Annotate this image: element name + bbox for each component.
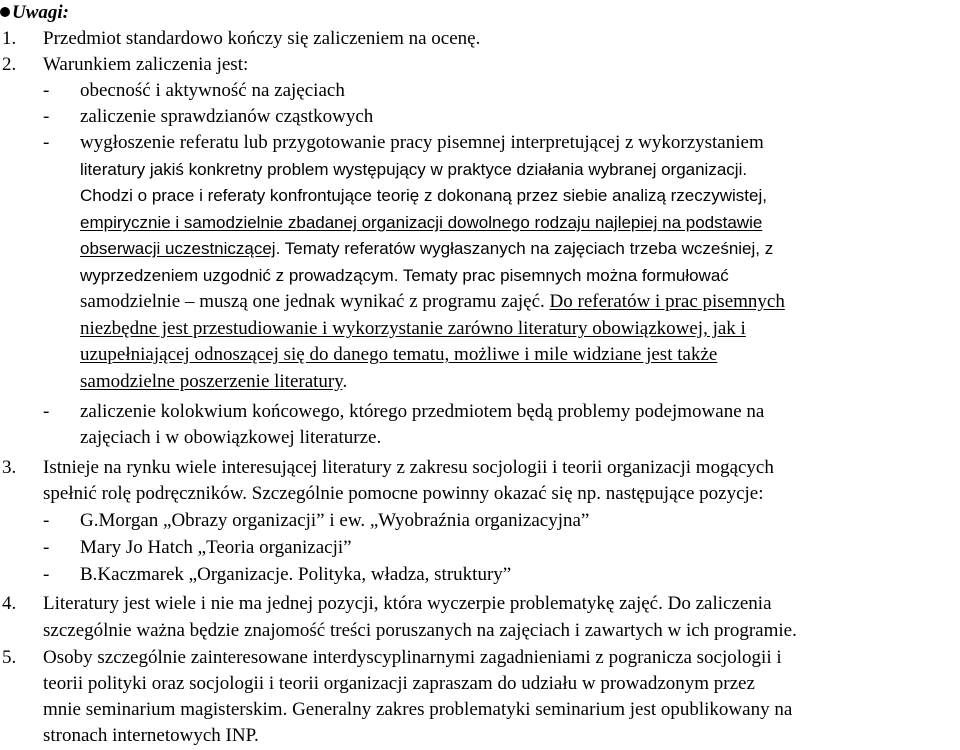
book-entry: G.Morgan „Obrazy organizacji” i ew. „Wyobraźnia organizacyjna” — [80, 510, 590, 531]
requirement-text-line — [80, 236, 773, 262]
requirement-text-line: wygłoszenie referatu lub przygotowanie pracy pisemnej interpretującej z wykorzystaniem — [80, 132, 764, 153]
requirement-text-line — [80, 369, 347, 395]
item-text-line: teorii polityki oraz socjologii i teorii organizacji zapraszam do udziału w prowadzonym przez — [43, 673, 755, 694]
dash-marker: - — [43, 401, 50, 422]
item-text-line: szczególnie ważna będzie znajomość treści poruszanych na zajęciach i zawartych w ich programie. — [43, 620, 797, 641]
item-text-line: Istnieje na rynku wiele interesującej literatury z zakresu socjologii i teorii organizacji mogących — [43, 457, 774, 478]
item-text-line: Literatury jest wiele i nie ma jednej pozycji, która wyczerpie problematykę zajęć. Do zaliczenia — [43, 593, 772, 614]
dash-marker: - — [43, 510, 50, 531]
requirement-text-line: wyprzedzeniem uzgodnić z prowadzącym. Tematy prac pisemnych można formułować — [80, 266, 729, 285]
requirement-text: obecność i aktywność na zajęciach — [80, 80, 345, 101]
requirement-text-line: literatury jakiś konkretny problem występujący w praktyce działania wybranej organizacji. — [80, 160, 748, 179]
item-text-line: stronach internetowych INP. — [43, 725, 259, 746]
item-number: 5. — [2, 647, 17, 668]
dash-marker: - — [43, 80, 50, 101]
dash-marker: - — [43, 537, 50, 558]
requirement-text-line — [80, 289, 785, 315]
item-text: Warunkiem zaliczenia jest: — [43, 54, 249, 75]
item-number: 2. — [2, 54, 17, 75]
item-text-line: spełnić rolę podręczników. Szczególnie pomocne powinny okazać się np. następujące pozycje: — [43, 483, 764, 504]
book-entry: Mary Jo Hatch „Teoria organizacji” — [80, 537, 352, 558]
requirement-text-line: zajęciach i w obowiązkowej literaturze. — [80, 427, 382, 448]
item-number: 4. — [2, 593, 17, 614]
book-entry: B.Kaczmarek „Organizacje. Polityka, władza, struktury” — [80, 564, 512, 585]
requirement-text-line: empirycznie i samodzielnie zbadanej organizacji dowolnego rodzaju najlepiej na podstawie — [80, 213, 763, 232]
requirement-text: zaliczenie sprawdzianów cząstkowych — [80, 106, 374, 127]
item-text-line: mnie seminarium magisterskim. Generalny zakres problematyki seminarium jest opublikowany na — [43, 699, 793, 720]
requirement-text-line: uzupełniającej odnoszącej się do danego tematu, możliwe i mile widziane jest także — [80, 344, 718, 365]
underlined-text: obserwacji uczestniczącej — [80, 239, 276, 258]
underlined-text: Do referatów i prac pisemnych — [549, 291, 785, 312]
item-text-line: Osoby szczególnie zainteresowane interdyscyplinarnymi zagadnieniami z pogranicza socjologii i — [43, 647, 782, 668]
item-number: 3. — [2, 457, 17, 478]
dash-marker: - — [43, 564, 50, 585]
requirement-text-line: niezbędne jest przestudiowanie i wykorzystanie zarówno literatury obowiązkowej, jak i — [80, 318, 746, 339]
dash-marker: - — [43, 106, 50, 127]
bullet-icon — [0, 7, 10, 17]
item-number: 1. — [2, 28, 17, 49]
text: . Tematy referatów wygłaszanych na zajęciach trzeba wcześniej, z — [275, 239, 774, 258]
dash-marker: - — [43, 132, 50, 153]
heading-text: Uwagi: — [12, 2, 69, 23]
underlined-text: samodzielne poszerzenie literatury — [80, 371, 343, 392]
requirement-text-line: Chodzi o prace i referaty konfrontujące teorię z dokonaną przez siebie analizą rzeczywistej, — [80, 186, 767, 205]
text: . — [342, 371, 348, 392]
item-text: Przedmiot standardowo kończy się zaliczeniem na ocenę. — [43, 28, 481, 49]
requirement-text-line: zaliczenie kolokwium końcowego, którego przedmiotem będą problemy podejmowane na — [80, 401, 765, 422]
text: samodzielnie – muszą one jednak wynikać z programu zajęć. — [80, 291, 550, 312]
remarks-heading — [0, 0, 69, 26]
